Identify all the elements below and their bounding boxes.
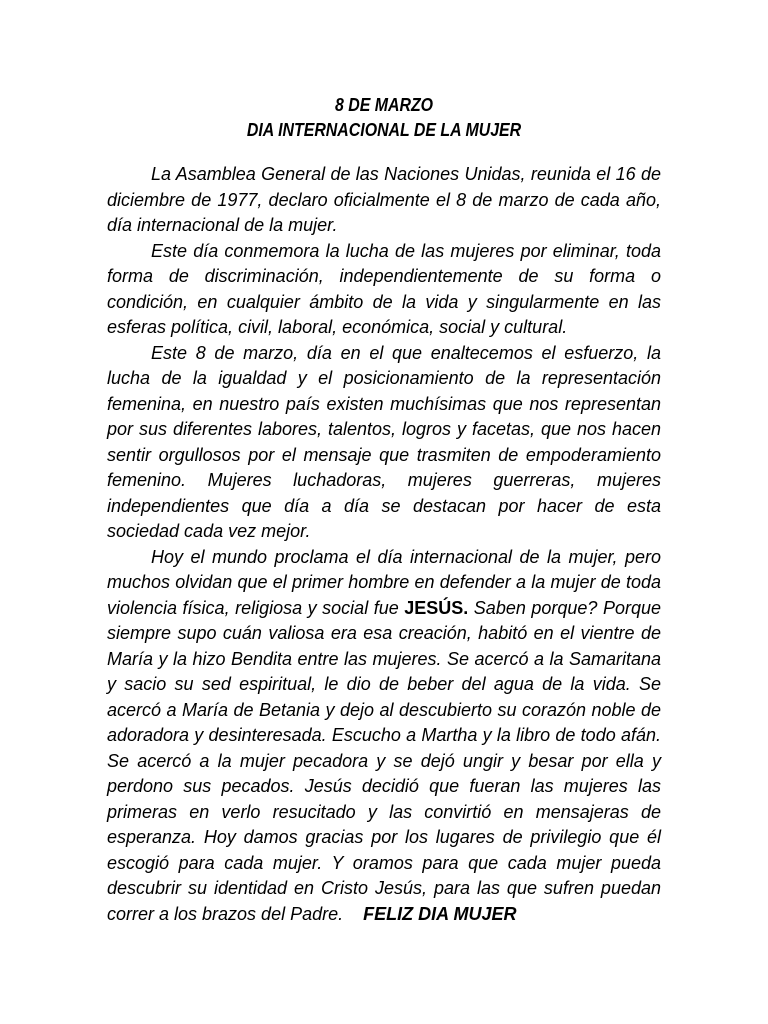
document-body — [107, 162, 661, 927]
jesus-name: JESÚS. — [404, 597, 469, 618]
paragraph-jesus-intro: Hoy el mundo proclama el día internacional de la mujer, pero muchos olvidan que el primer hombre en defender a la mujer de toda violencia física, religiosa y social fue — [107, 546, 661, 618]
paragraph-representation: Este 8 de marzo, día en el que enaltecemos el esfuerzo, la lucha de la igualdad y el posicionamiento de la representación femenina, en nuestro país existen muchísimas que nos representan por sus diferentes labores, talentos, logros y facetas, que nos hacen sentir orgullosos por el mensaje que trasmiten de empoderamiento femenino. Mujeres luchadoras, mujeres guerreras, mujeres independientes que día a día se destacan por hacer de esta sociedad cada vez mejor. — [107, 342, 661, 541]
paragraph-commemoration: Este día conmemora la lucha de las mujeres por eliminar, toda forma de discriminación, independientemente de su forma o condición, en cualquier ámbito de la vida y singularmente en las esferas política, civil, laboral, económica, social y cultural. — [107, 240, 661, 337]
paragraph-un-declaration: La Asamblea General de las Naciones Unidas, reunida el 16 de diciembre de 1977, declaro oficialmente el 8 de marzo de cada año, día internacional de la mujer. — [107, 164, 661, 235]
document-title — [0, 92, 768, 142]
title-line-date: 8 DE MARZO — [334, 94, 434, 115]
title-line-event: DIA INTERNACIONAL DE LA MUJER — [246, 119, 522, 140]
closing-greeting: FELIZ DIA MUJER — [363, 903, 517, 924]
paragraph-jesus — [107, 545, 661, 928]
paragraph-jesus-body: Saben porque? Porque siempre supo cuán valiosa era esa creación, habitó en el vientre de María y la hizo Bendita entre las mujeres. Se acercó a la Samaritana y sacio su sed espiritual, le dio de beber del agua de la vida. Se acercó a María de Betania y dejo al descubierto su corazón noble de adoradora y desinteresada. Escucho a Martha y la libro de todo afán. Se acercó a la mujer pecadora y se dejó ungir y besar por ella y perdono sus pecados. Jesús decidió que fueran las mujeres las primeras en verlo resucitado y las convirtió en mensajeras de esperanza. Hoy damos gracias por los lugares de privilegio que él escogió para cada mujer. Y oramos para que cada mujer pueda descubrir su identidad en Cristo Jesús, para las que sufren puedan correr a los brazos del Padre. — [107, 597, 661, 924]
